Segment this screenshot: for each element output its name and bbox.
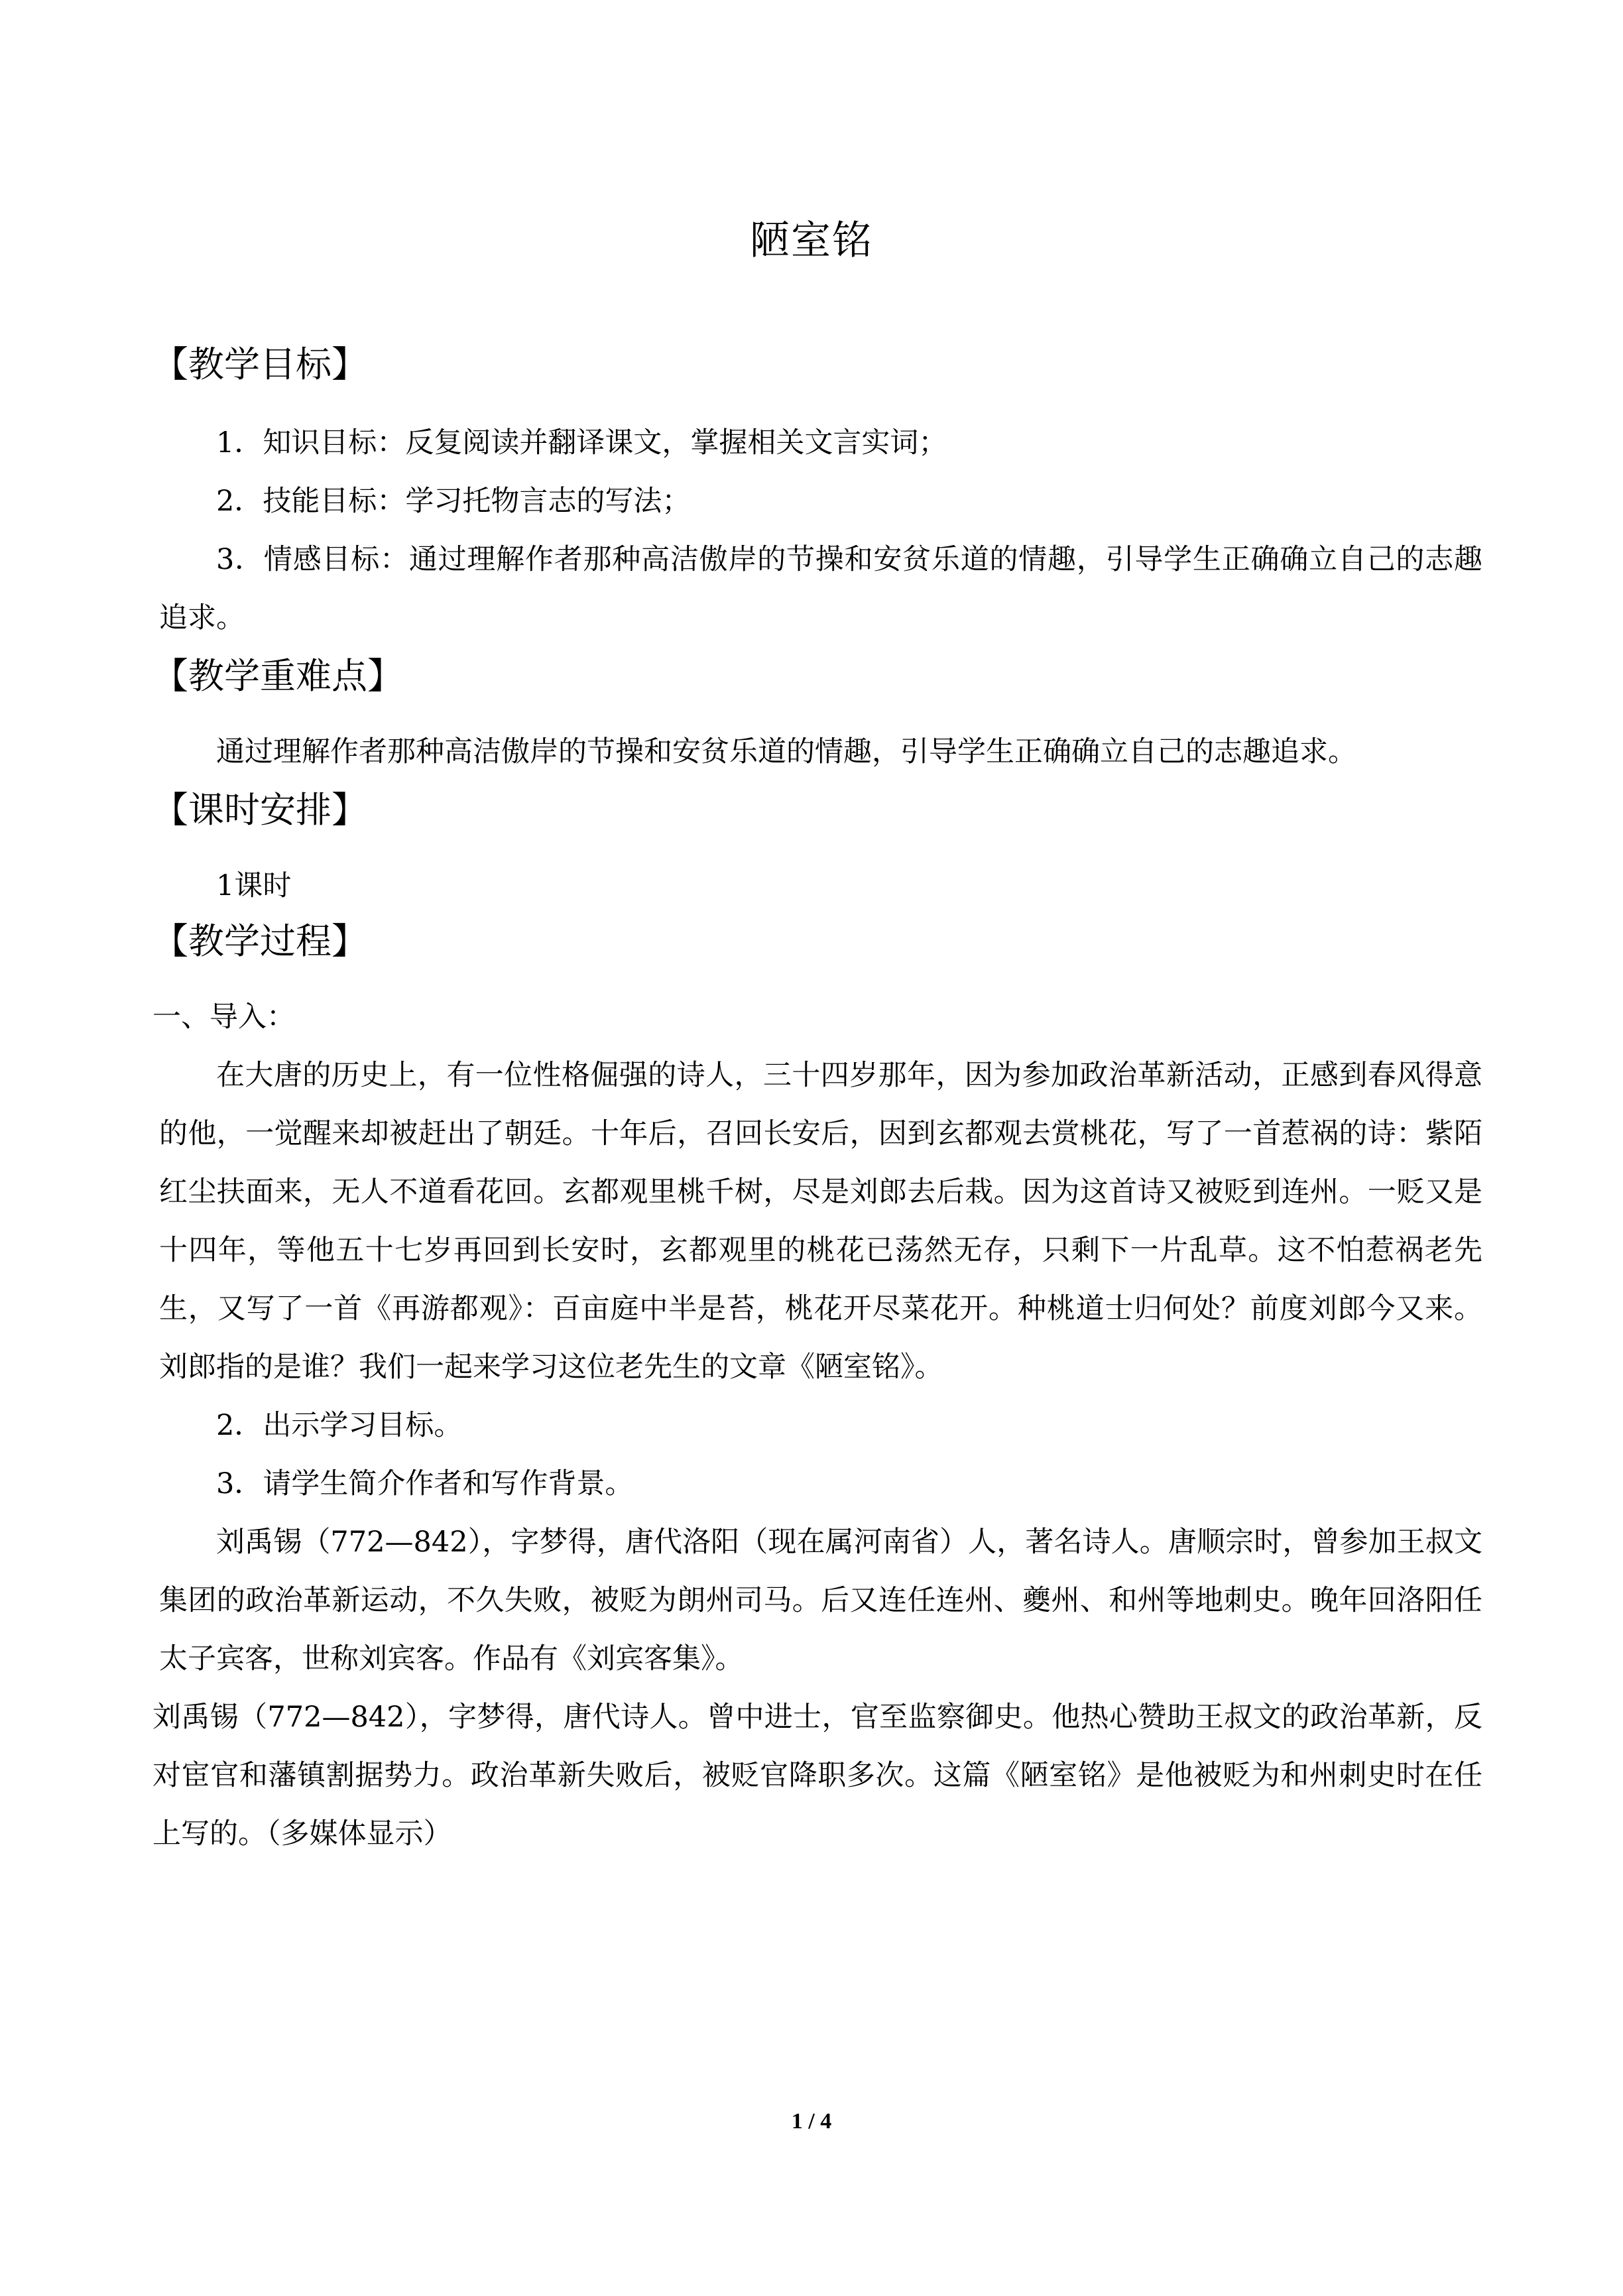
section-heading-schedule: 【课时安排】 [152, 789, 367, 831]
goal-skill: 2．技能目标：学习托物言志的写法； [216, 485, 691, 518]
author-bio-1: 刘禹锡（772—842），字梦得，唐代洛阳（现在属河南省）人，著名诗人。唐顺宗时，曾参加王叔文集团的政治革新运动，不久失败，被贬为朗州司马。后又连任连州、夔州、和州等地刺史。晚年回洛阳任太子宾客，世称刘宾客。作品有《刘宾客集》。 [159, 1526, 1482, 1675]
section-heading-goals: 【教学目标】 [152, 343, 367, 385]
key-points-text: 通过理解作者那种高洁傲岸的节操和安贫乐道的情趣，引导学生正确确立自己的志趣追求。 [216, 735, 1356, 768]
schedule-text: 1课时 [216, 869, 292, 902]
author-bio-2: 刘禹锡（772—842），字梦得，唐代诗人。曾中进士，官至监察御史。他热心赞助王叔文的政治革新，反对宦官和藩镇割据势力。政治革新失败后，被贬官降职多次。这篇《陋室铭》是他被贬为和州刺史时在任上写的。（多媒体显示） [152, 1701, 1482, 1850]
document-body [152, 338, 1482, 1863]
step-author-background: 3．请学生简介作者和写作背景。 [216, 1467, 634, 1500]
page-number: 1 / 4 [791, 2109, 832, 2134]
section-heading-key-points: 【教学重难点】 [152, 655, 403, 697]
goal-knowledge: 1．知识目标：反复阅读并翻译课文，掌握相关文言实词； [216, 426, 947, 459]
intro-label: 一、导入： [152, 1000, 295, 1034]
step-show-goals: 2．出示学习目标。 [216, 1409, 463, 1442]
document-title: 陋室铭 [750, 217, 873, 264]
section-heading-process: 【教学过程】 [152, 920, 367, 962]
goal-emotion: 3．情感目标：通过理解作者那种高洁傲岸的节操和安贫乐道的情趣，引导学生正确确立自己的志趣追求。 [159, 543, 1482, 634]
intro-text: 在大唐的历史上，有一位性格倔强的诗人，三十四岁那年，因为参加政治革新活动，正感到春风得意的他，一觉醒来却被赶出了朝廷。十年后，召回长安后，因到玄都观去赏桃花，写了一首惹祸的诗：紫陌红尘扶面来，无人不道看花回。玄都观里桃千树，尽是刘郎去后栽。因为这首诗又被贬到连州。一贬又是十四年，等他五十七岁再回到长安时，玄都观里的桃花已荡然无存，只剩下一片乱草。这不怕惹祸老先生，又写了一首《再游都观》：百亩庭中半是苔，桃花开尽菜花开。种桃道士归何处？前度刘郎今又来。刘郎指的是谁？我们一起来学习这位老先生的文章《陋室铭》。 [159, 1059, 1482, 1384]
